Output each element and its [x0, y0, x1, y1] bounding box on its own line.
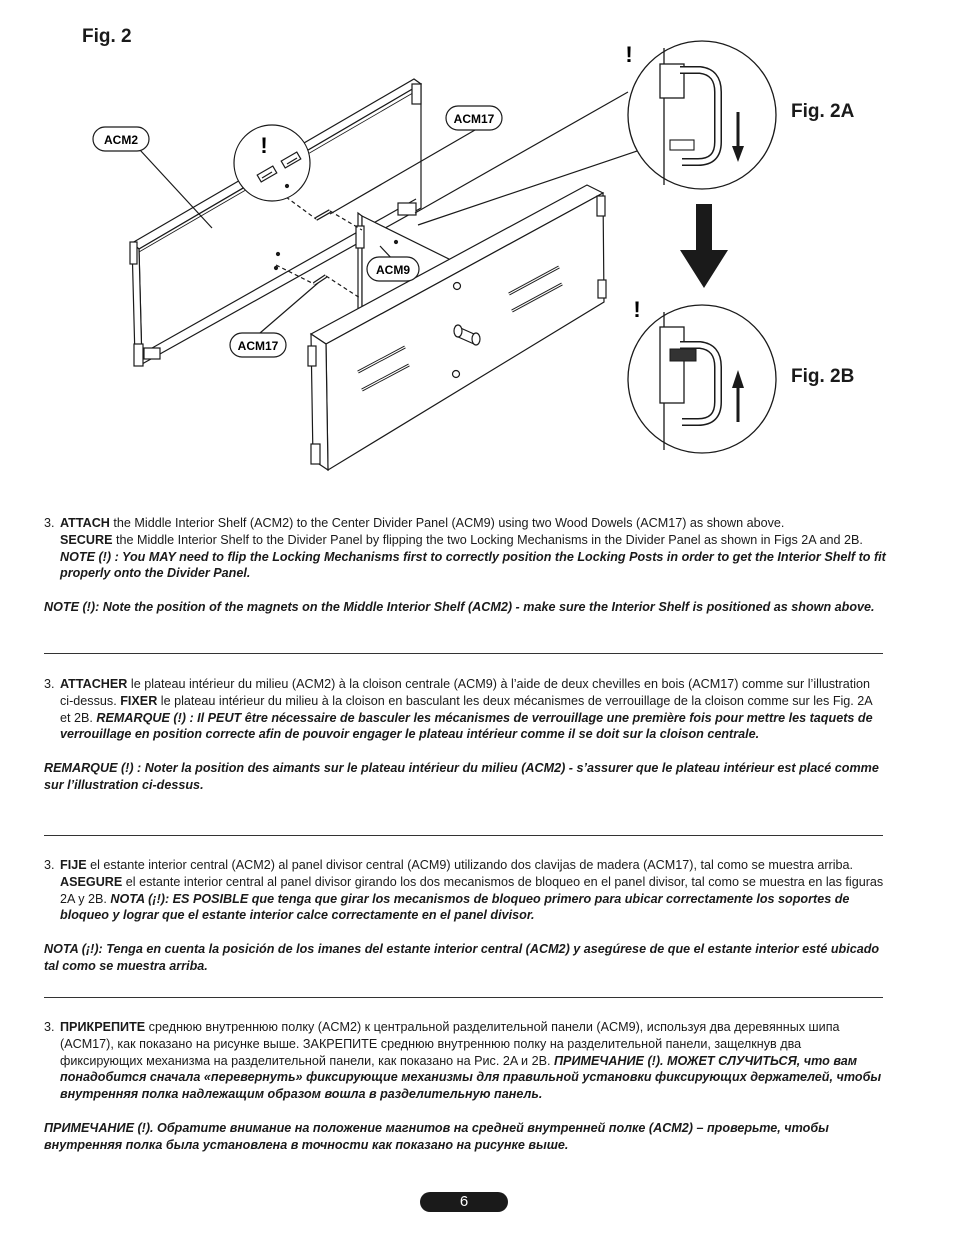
step-text-1: the Middle Interior Shelf (ACM2) to the Center Divider Panel (ACM9) using two Wood Dowels (ACM17) as shown above.	[109, 516, 785, 530]
verb-fixer: FIXER	[120, 693, 158, 708]
verb-fije: FIJE	[60, 858, 87, 872]
verb-asegure: ASEGURE	[60, 874, 123, 889]
step-number: 3.	[44, 858, 55, 872]
step-text-2: el estante interior central al panel divisor girando los dos mecanismos de bloqueo en el panel divisor, tal como se muestra en las figuras 2A y 2B.	[60, 874, 884, 906]
shelf-detail-circle	[234, 125, 310, 201]
figure-2a-label: Fig. 2A	[791, 101, 855, 122]
callout-acm2	[93, 127, 149, 151]
verb-prikrepite: ПРИКРЕПИТЕ	[60, 1020, 146, 1034]
callout-acm17-bottom	[230, 333, 286, 357]
step-3-french	[44, 676, 886, 743]
fig-2b-detail	[628, 305, 776, 453]
step-number: 3.	[44, 677, 55, 691]
instructions-english	[44, 515, 886, 616]
step-text-1: le plateau intérieur du milieu (ACM2) à la cloison centrale (ACM9) à l’aide de deux chevilles en bois (ACM17) comme sur l’illustration ci-dessus.	[60, 677, 871, 708]
verb-secure: SECURE	[60, 532, 113, 547]
divider-rule	[44, 653, 883, 654]
step-number: 3.	[44, 516, 55, 530]
figure-2b-label: Fig. 2B	[791, 366, 855, 387]
inline-note: ПРИМЕЧАНИЕ (!). МОЖЕТ СЛУЧИТЬСЯ, что вам понадобится сначала «перевернуть» фиксирующие механизмы для правильной установки фиксирующих держателей, чтобы внутренняя полка надлежащим образом вошла в разделительную панель.	[60, 1053, 882, 1102]
note-english: NOTE (!): Note the position of the magnets on the Middle Interior Shelf (ACM2) - make sure the Interior Shelf is positioned as shown above.	[44, 600, 875, 615]
step-3-russian	[44, 1019, 886, 1103]
callout-acm17-top-text: ACM17	[453, 112, 495, 126]
step-3-spanish	[44, 857, 886, 924]
step-3-english	[44, 515, 886, 582]
figure-2-label: Fig. 2	[82, 26, 132, 47]
divider-rule	[44, 835, 883, 836]
callout-acm17-top	[446, 106, 502, 130]
fig-2b-warning-mark: !	[633, 297, 641, 322]
step-text-1: среднюю внутреннюю полку (ACM2) к центральной разделительной панели (ACM9), используя два деревянных шипа (ACM17), как показано на рисунке выше. ЗАКРЕПИТЕ среднюю внутреннюю полку на разделительной панели, защелкнув два фиксирующих механизма на разделительной панели, как показано на Рис. 2A и 2B.	[60, 1020, 840, 1068]
fig-2a-warning-mark: !	[625, 42, 633, 67]
instructions-french	[44, 676, 886, 794]
inline-note: NOTA (¡!): ES POSIBLE que tenga que girar los mecanismos de bloqueo primero para ubicar correctamente los soportes de bloqueo y lograr que el estante interior calce correctamente en el panel divisor.	[60, 891, 850, 923]
step-text-1: el estante interior central (ACM2) al panel divisor central (ACM9) utilizando dos clavijas de madera (ACM17), tal como se muestra arriba.	[86, 858, 854, 872]
fig-2a-detail	[628, 41, 776, 189]
step-text-2: the Middle Interior Shelf to the Divider Panel by flipping the two Locking Mechanisms in the Divider Panel as shown in Figs 2A and 2B.	[112, 532, 863, 547]
note-spanish: NOTA (¡!): Tenga en cuenta la posición de los imanes del estante interior central (ACM2) y asegúrese de que el estante interior esté ubicado tal como se muestra arriba.	[44, 942, 880, 973]
callout-acm9	[367, 257, 419, 281]
inline-note: REMARQUE (!) : Il PEUT être nécessaire de basculer les mécanismes de verrouillage une première fois pour mettre les taquets de verrouillage en position correcte afin de pouvoir engager le plateau intérieur comme il se doit sur la cloison centrale.	[60, 710, 873, 742]
callout-acm2-text: ACM2	[103, 133, 139, 147]
leader-acm2	[140, 150, 212, 228]
divider-rule	[44, 997, 883, 998]
step-text-2: le plateau intérieur du milieu à la cloison en basculant les deux mécanismes de verrouillage de la cloison comme sur les Fig. 2A et 2B.	[60, 693, 873, 725]
note-russian: ПРИМЕЧАНИЕ (!). Обратите внимание на положение магнитов на средней внутренней полке (ACM2) – проверьте, чтобы внутренняя полка была установлена в точности как показано на рисунке выше.	[44, 1120, 829, 1152]
step-number: 3.	[44, 1020, 55, 1034]
note-french: REMARQUE (!) : Noter la position des aimants sur le plateau intérieur du milieu (ACM2) - s’assurer que le plateau intérieur est placé comme sur l’illustration ci-dessus.	[44, 761, 879, 792]
instructions-russian	[44, 1019, 886, 1154]
callout-acm17-bottom-text: ACM17	[237, 339, 279, 353]
inline-note: NOTE (!) : You MAY need to flip the Locking Mechanisms first to correctly position the Locking Posts in order to get the Interior Shelf to fit properly onto the Divider Panel.	[60, 549, 886, 581]
callout-acm9-text: ACM9	[375, 263, 411, 277]
verb-attacher: ATTACHER	[60, 677, 128, 691]
assembly-diagram	[0, 0, 954, 500]
verb-attach: ATTACH	[60, 516, 110, 530]
page-number: 6	[420, 1192, 508, 1212]
big-down-arrow	[680, 204, 728, 288]
instructions-spanish	[44, 857, 886, 975]
shelf-warning-mark: !	[260, 133, 268, 158]
